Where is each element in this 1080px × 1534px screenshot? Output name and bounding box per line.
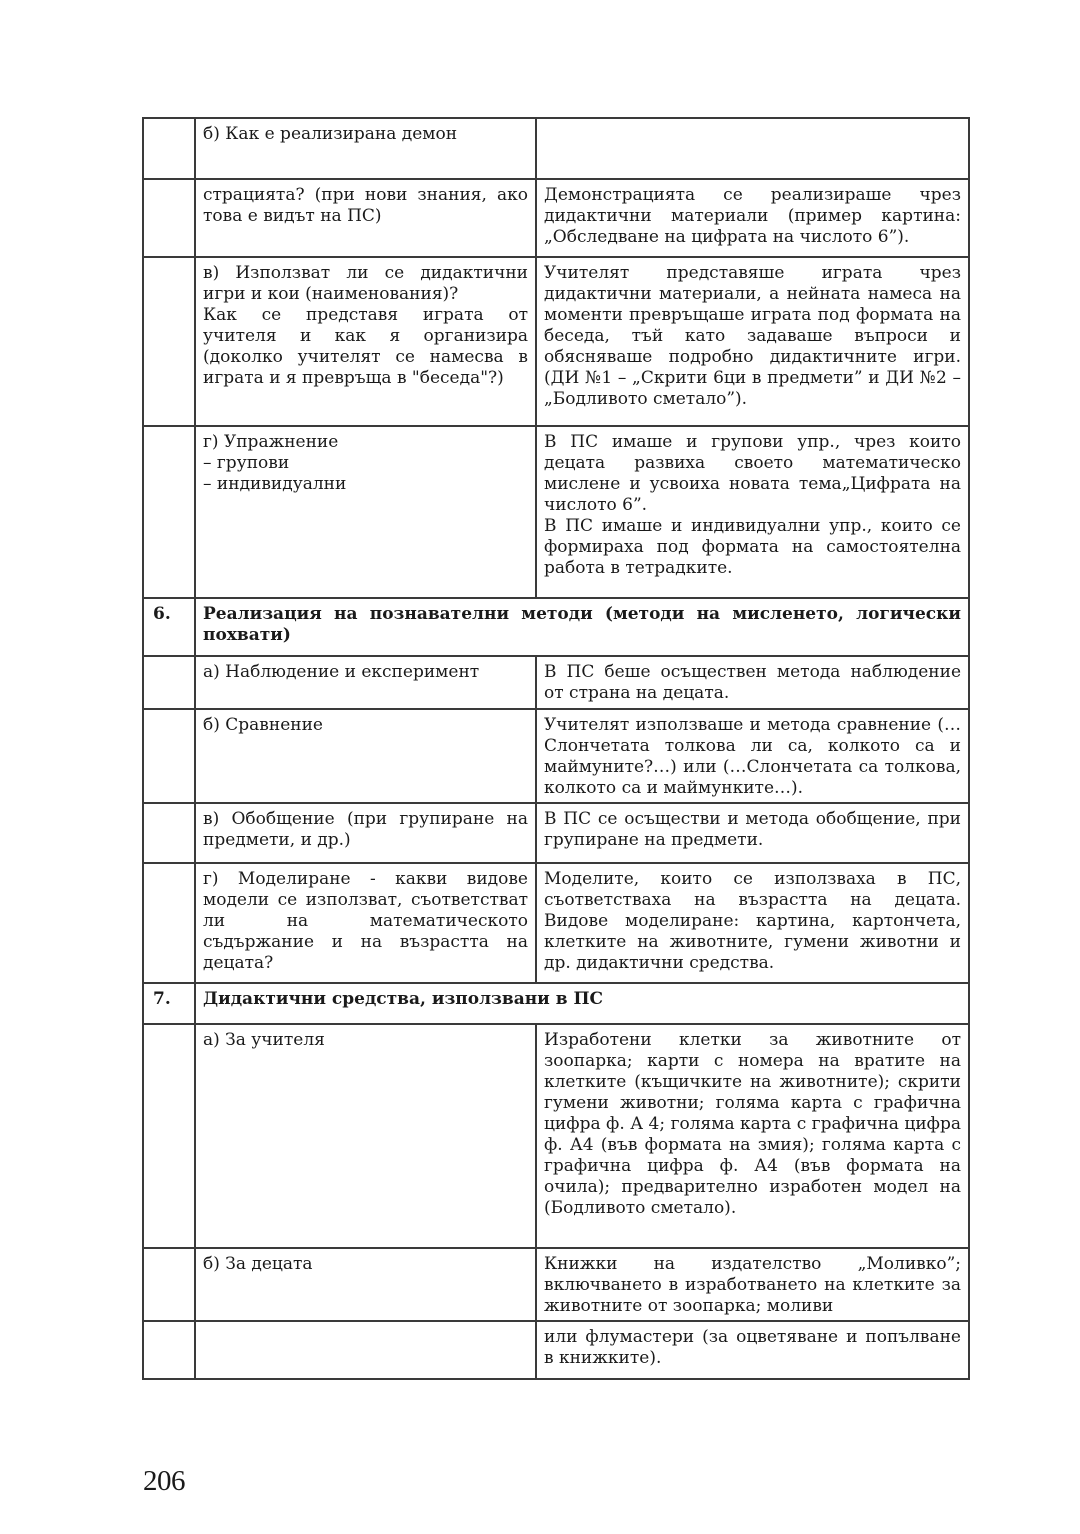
row-number — [143, 1248, 195, 1321]
answer-cell — [536, 257, 969, 426]
answer-cell — [536, 118, 969, 179]
row-number — [143, 118, 195, 179]
cell-paragraph: а) За учителя — [203, 1030, 325, 1050]
table-row — [143, 709, 969, 803]
criterion-cell — [195, 179, 536, 257]
cell-paragraph: в) Използват ли се дидактични игри и кои (наименования)? — [203, 263, 528, 304]
answer-cell — [536, 426, 969, 598]
row-number — [143, 1321, 195, 1379]
cell-paragraph: Книжки на издателство „Моливко”; включването в изработването на клетките за животните от зоопарка; моливи — [544, 1254, 961, 1316]
row-number — [143, 179, 195, 257]
row-number: 6. — [143, 598, 195, 656]
answer-cell — [536, 1321, 969, 1379]
criterion-cell — [195, 118, 536, 179]
table-row — [143, 803, 969, 863]
table-row — [143, 1321, 969, 1379]
cell-paragraph: Моделите, които се използваха в ПС, съответстваха на възрастта на децата. Видове моделиране: картина, картончета, клетките на животните, гумени животни и др. дидактични средства. — [544, 869, 961, 973]
table-row — [143, 656, 969, 709]
cell-paragraph: Как се представя играта от учителя и как я организира (доколко учителят се намесва в играта и я превръща в "беседа"?) — [203, 305, 528, 388]
row-number — [143, 656, 195, 709]
criterion-cell — [195, 1321, 536, 1379]
cell-paragraph: Учителят представяше играта чрез дидактични материали, а нейната намеса на моменти превръщаше играта под формата на беседа, тъй като задаваше въпроси и обясняваше подробно дидактичните игри. (ДИ №1 – „Скрити 6ци в предмети” и ДИ №2 – „Бодливото сметало”). — [544, 263, 961, 409]
cell-paragraph: а) Наблюдение и експеримент — [203, 662, 480, 682]
cell-paragraph: В ПС имаше и групови упр., чрез които децата развиха своето математическо мислене и усвоиха новата тема„Цифрата на числото 6”. — [544, 432, 961, 515]
answer-cell — [536, 1024, 969, 1248]
cell-paragraph: Учителят използваше и метода сравнение (… Слончетата толкова ли са, колкото са и маймуните?…) или (…Слончетата са толкова, колкото са и маймунките…). — [544, 715, 961, 798]
cell-paragraph: г) Упражнение — [203, 432, 339, 452]
cell-paragraph: или флумастери (за оцветяване и попълване в книжките). — [544, 1327, 961, 1368]
answer-cell — [536, 863, 969, 983]
cell-paragraph: В ПС се осъществи и метода обобщение, при групиране на предмети. — [544, 809, 961, 850]
answer-cell — [536, 803, 969, 863]
answer-cell — [536, 709, 969, 803]
table-row — [143, 1024, 969, 1248]
table-row — [143, 863, 969, 983]
section-row — [143, 983, 969, 1024]
criterion-cell — [195, 1024, 536, 1248]
answer-cell — [536, 1248, 969, 1321]
cell-paragraph: В ПС беше осъществен метода наблюдение от страна на децата. — [544, 662, 961, 703]
row-number — [143, 1024, 195, 1248]
criterion-cell — [195, 709, 536, 803]
cell-paragraph: б) Сравнение — [203, 715, 323, 735]
row-number — [143, 863, 195, 983]
table-row — [143, 426, 969, 598]
cell-paragraph: б) За децата — [203, 1254, 313, 1274]
cell-paragraph: страцията? (при нови знания, ако това е видът на ПС) — [203, 185, 528, 226]
criterion-cell — [195, 803, 536, 863]
table-row — [143, 1248, 969, 1321]
table-row — [143, 118, 969, 179]
cell-paragraph: – индивидуални — [203, 474, 347, 494]
criterion-cell — [195, 257, 536, 426]
answer-cell — [536, 179, 969, 257]
criterion-cell — [195, 426, 536, 598]
cell-paragraph: б) Как е реализирана демон — [203, 124, 458, 144]
row-number: 7. — [143, 983, 195, 1024]
cell-paragraph: В ПС имаше и индивидуални упр., които се формираха под формата на самостоятелна работа в тетрадките. — [544, 516, 961, 578]
row-number — [143, 803, 195, 863]
section-title: Реализация на познавателни методи (методи на мисленето, логически похвати) — [195, 598, 969, 656]
table-row — [143, 179, 969, 257]
cell-paragraph: – групови — [203, 453, 290, 473]
criterion-cell — [195, 1248, 536, 1321]
section-row — [143, 598, 969, 656]
criterion-cell — [195, 656, 536, 709]
row-number — [143, 257, 195, 426]
cell-paragraph: в) Обобщение (при групиране на предмети, и др.) — [203, 809, 528, 850]
row-number — [143, 426, 195, 598]
cell-paragraph: Изработени клетки за животните от зоопарка; карти с номера на вратите на клетките (къщичките на животните); скрити гумени животни; голяма карта с графична цифра ф. А 4; голяма карта с графична цифра ф. А4 (във формата на змия); голяма карта с графична цифра ф. А4 (във формата на очила); предварително изработен модел на (Бодливото сметало). — [544, 1030, 961, 1218]
section-title: Дидактични средства, използвани в ПС — [195, 983, 969, 1024]
cell-paragraph: Демонстрацията се реализираше чрез дидактични материали (пример картина: „Обследване на цифрата на числото 6”). — [544, 185, 961, 247]
evaluation-table — [142, 117, 970, 1380]
page-number: 206 — [143, 1465, 185, 1497]
criterion-cell — [195, 863, 536, 983]
answer-cell — [536, 656, 969, 709]
table-row — [143, 257, 969, 426]
row-number — [143, 709, 195, 803]
cell-paragraph: г) Моделиране - какви видове модели се използват, съответстват ли на математическото съдържание и на възрастта на децата? — [203, 869, 528, 973]
